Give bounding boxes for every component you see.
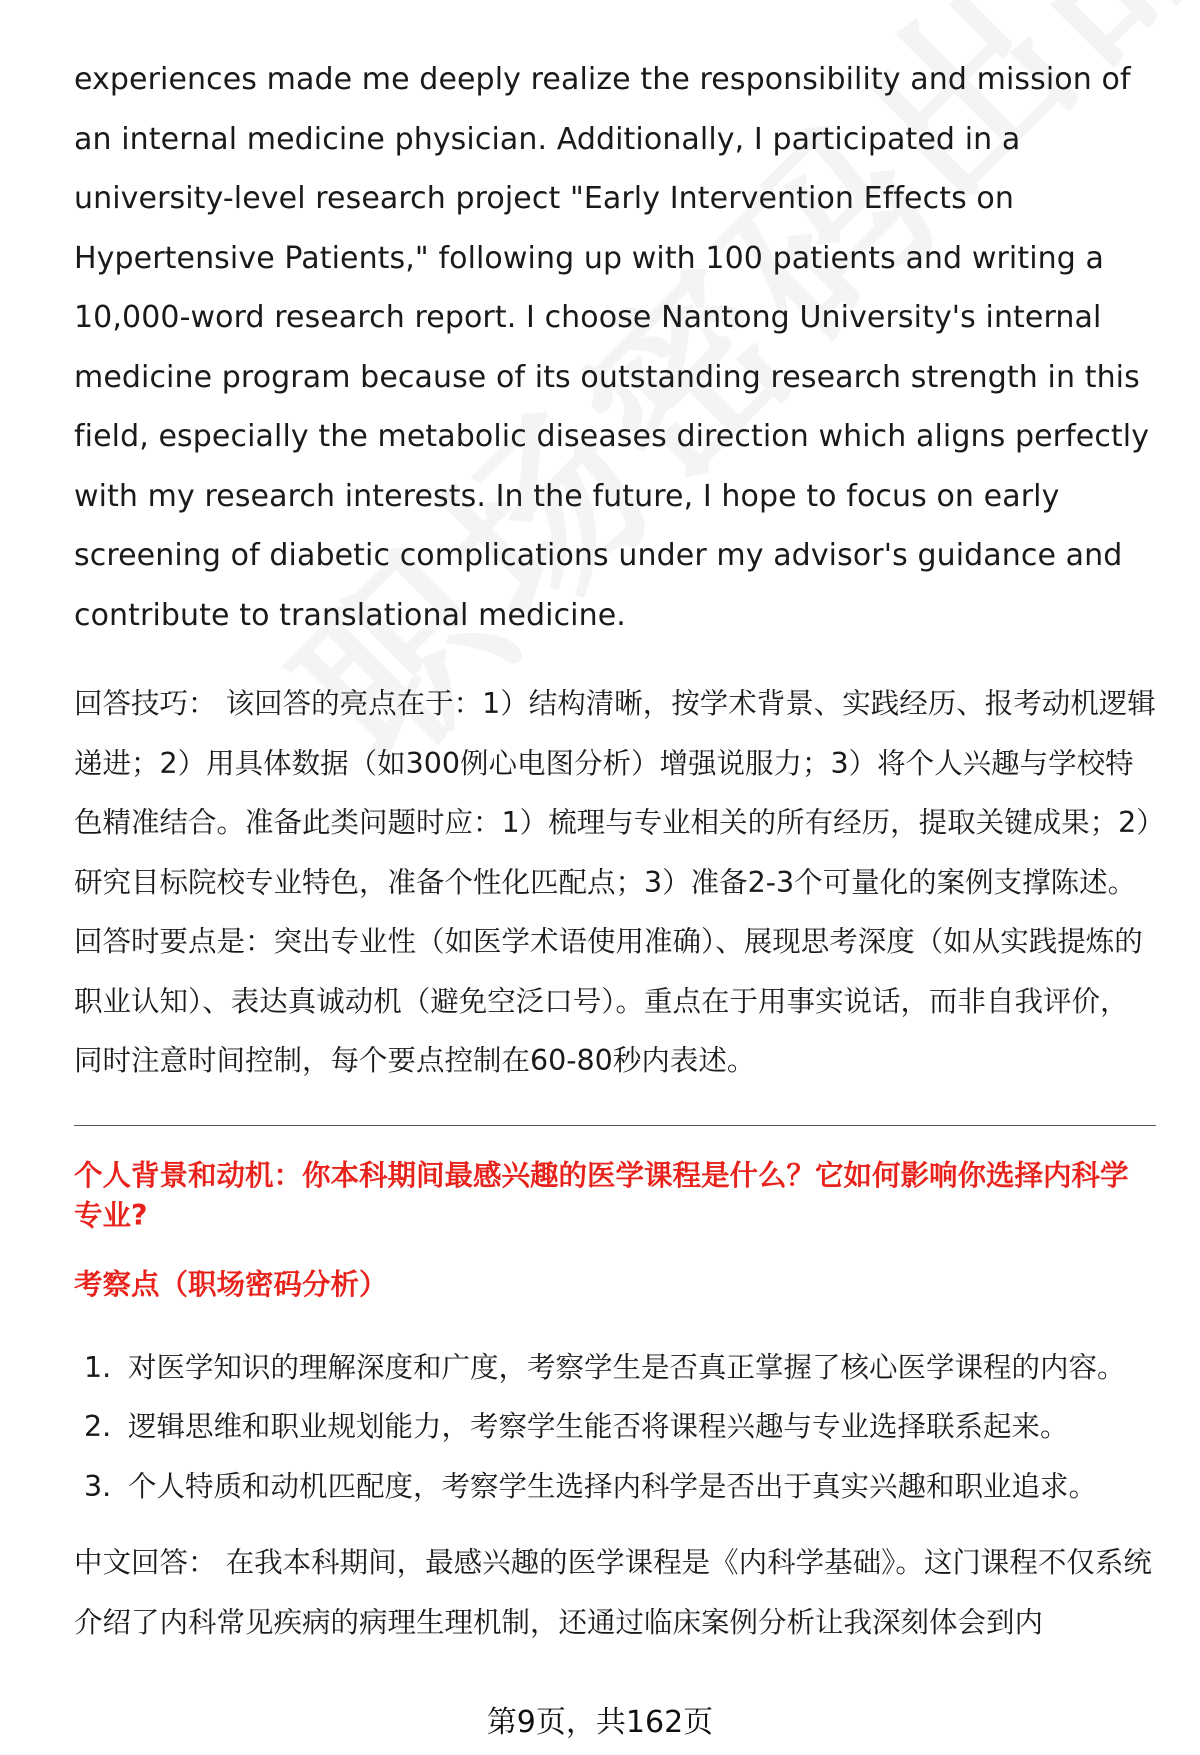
page-number: 第9页，共162页: [0, 1703, 1200, 1743]
list-item: [74, 1338, 1156, 1398]
list-item: [74, 1397, 1156, 1457]
assessment-points-heading: 考察点（职场密码分析）: [74, 1267, 388, 1301]
list-item-number: 3.: [84, 1469, 112, 1503]
document-body: [74, 50, 1156, 1652]
list-item: [74, 1457, 1156, 1517]
answer-tips-text: 该回答的亮点在于：1）结构清晰，按学术背景、实践经历、报考动机逻辑递进；2）用具体数据（如300例心电图分析）增强说服力；3）将个人兴趣与学校特色精准结合。准备此类问题时应：1）梳理与专业相关的所有经历，提取关键成果；2）研究目标院校专业特色，准备个性化匹配点；3）准备2-3个可量化的案例支撑陈述。回答时要点是：突出专业性（如医学术语使用准确）、展现思考深度（如从实践提炼的职业认知）、表达真诚动机（避免空泛口号）。重点在于用事实说话，而非自我评价，同时注意时间控制，每个要点控制在60-80秒内表述。: [74, 687, 1156, 1077]
section-divider: [74, 1125, 1156, 1126]
question-title: 个人背景和动机：你本科期间最感兴趣的医学课程是什么？它如何影响你选择内科学专业?: [74, 1158, 1129, 1232]
answer-tips-paragraph: [74, 674, 1156, 1091]
answer-tips-label: 回答技巧：: [74, 687, 217, 720]
list-item-number: 2.: [84, 1410, 112, 1443]
list-item-text: 对医学知识的理解深度和广度，考察学生是否真正掌握了核心医学课程的内容。: [128, 1350, 1126, 1384]
chinese-answer-label: 中文回答：: [74, 1546, 217, 1579]
list-item-number: 1.: [84, 1350, 112, 1384]
chinese-answer-text: 在我本科期间，最感兴趣的医学课程是《内科学基础》。这门课程不仅系统介绍了内科常见疾病的病理生理机制，还通过临床案例分析让我深刻体会到内: [74, 1546, 1152, 1639]
assessment-points-list: [74, 1338, 1156, 1517]
continuation-paragraph: experiences made me deeply realize the responsibility and mission of an internal medicine physician. Additionally, I participated in a university-level research project "Early Intervention Effects on Hypertensive Patients," following up with 100 patients and writing a 10,000-word research report. I choose Nantong University's internal medicine program because of its outstanding research strength in this field, especially the metabolic diseases direction which aligns perfectly with my research interests. In the future, I hope to focus on early screening of diabetic complications under my advisor's guidance and contribute to translational medicine.: [74, 62, 1150, 633]
list-item-text: 个人特质和动机匹配度，考察学生选择内科学是否出于真实兴趣和职业追求。: [128, 1469, 1098, 1503]
list-item-text: 逻辑思维和职业规划能力，考察学生能否将课程兴趣与专业选择联系起来。: [128, 1410, 1069, 1443]
chinese-answer-paragraph: [74, 1533, 1156, 1652]
